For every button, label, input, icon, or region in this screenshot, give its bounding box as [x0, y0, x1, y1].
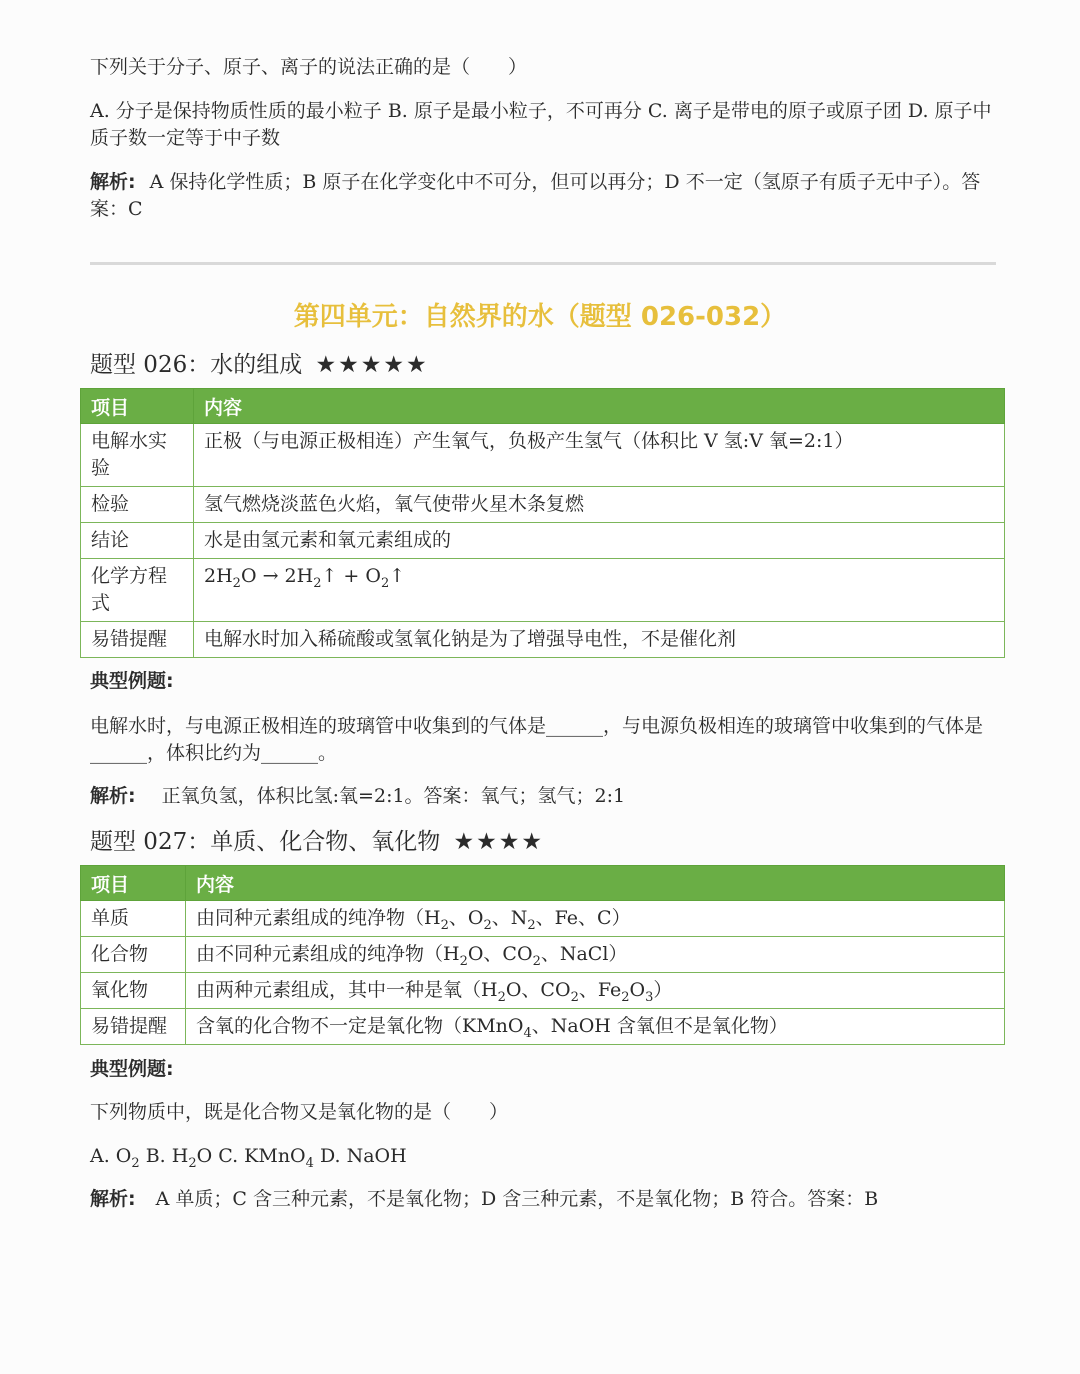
table-row [81, 424, 1005, 487]
row-item: 电解水实验 [81, 424, 194, 487]
unit-title: 第四单元：自然界的水（题型 026-032） [293, 302, 787, 332]
row-content: 电解水时加入稀硫酸或氢氧化钠是为了增强导电性，不是催化剂 [194, 622, 1005, 658]
question-text: 下列关于分子、原子、离子的说法正确的是（ ） [90, 56, 528, 78]
table-header-row [81, 389, 1005, 424]
row-item: 氧化物 [81, 973, 186, 1009]
analysis-label: 解析: [90, 1188, 136, 1210]
table-row [81, 487, 1005, 523]
row-content: 由两种元素组成，其中一种是氧（$H_2O$、$CO_2$、$Fe_2O_3$） [186, 973, 1005, 1009]
example-text: 下列物质中，既是化合物又是氧化物的是（ ） [90, 1101, 509, 1123]
analysis-label: 解析: [90, 785, 136, 807]
row-content: 正极（与电源正极相连）产生氧气，负极产生氢气（体积比 V 氢:V 氧=2:1） [194, 424, 1005, 487]
example-text: 电解水时，与电源正极相连的玻璃管中收集到的气体是______，与电源负极相连的玻璃管中收集到的气体是______，体积比约为______。 [90, 715, 984, 764]
example-label: 典型例题: [90, 1058, 174, 1080]
row-item: 化学方程式 [81, 559, 194, 622]
table-row [81, 901, 1005, 937]
row-content: 水是由氢元素和氧元素组成的 [194, 523, 1005, 559]
analysis-label: 解析: [90, 171, 136, 193]
row-item: 单质 [81, 901, 186, 937]
row-item: 检验 [81, 487, 194, 523]
table-row [81, 1009, 1005, 1045]
row-content: 氢气燃烧淡蓝色火焰，氧气使带火星木条复燃 [194, 487, 1005, 523]
row-content: 由不同种元素组成的纯净物（$H_2O$、$CO_2$、NaCl） [186, 937, 1005, 973]
rating-stars: ★★★★★ [315, 352, 429, 378]
analysis-text: A 单质；C 含三种元素，不是氧化物；D 含三种元素，不是氧化物；B 符合。答案：B [155, 1188, 879, 1210]
row-item: 结论 [81, 523, 194, 559]
rating-stars: ★★★★ [453, 829, 545, 855]
table-026 [80, 388, 1005, 658]
section-title-026 [90, 350, 429, 380]
row-item: 易错提醒 [81, 622, 194, 658]
table-row [81, 523, 1005, 559]
example-label: 典型例题: [90, 670, 174, 692]
section-divider [90, 262, 996, 265]
analysis-paragraph [90, 1186, 1000, 1213]
table-row [81, 559, 1005, 622]
row-item: 易错提醒 [81, 1009, 186, 1045]
table-027 [80, 865, 1005, 1045]
section-title-text: 题型 027：单质、化合物、氧化物 [90, 829, 441, 855]
table-header-row [81, 866, 1005, 901]
section-title-027 [90, 827, 544, 857]
header-item: 项目 [81, 389, 194, 424]
example-options: A. $O_2$ B. $H_2O$ C. KMnO$_4$ D. NaOH [90, 1145, 407, 1171]
row-content: 由同种元素组成的纯净物（$H_2$、$O_2$、$N_2$、Fe、C） [186, 901, 1005, 937]
row-content: 含氧的化合物不一定是氧化物（KMnO$_4$、NaOH 含氧但不是氧化物） [186, 1009, 1005, 1045]
header-content: 内容 [186, 866, 1005, 901]
header-item: 项目 [81, 866, 186, 901]
analysis-text: A 保持化学性质；B 原子在化学变化中不可分，但可以再分；D 不一定（氢原子有质子无中子）。答案：C [90, 171, 981, 220]
row-content: $2H_2O$ → $2H_2↑$ + $O_2↑$ [194, 559, 1005, 622]
header-content: 内容 [194, 389, 1005, 424]
table-row [81, 973, 1005, 1009]
section-title-text: 题型 026：水的组成 [90, 352, 303, 378]
table-row [81, 622, 1005, 658]
analysis-text: 正氧负氢，体积比氢:氧=2:1。答案：氧气；氢气；2:1 [161, 785, 626, 807]
analysis-paragraph [90, 783, 1000, 810]
row-item: 化合物 [81, 937, 186, 973]
question-options: A. 分子是保持物质性质的最小粒子 B. 原子是最小粒子，不可再分 C. 离子是带电的原子或原子团 D. 原子中质子数一定等于中子数 [90, 100, 992, 149]
analysis-paragraph [90, 169, 1000, 223]
table-row [81, 937, 1005, 973]
